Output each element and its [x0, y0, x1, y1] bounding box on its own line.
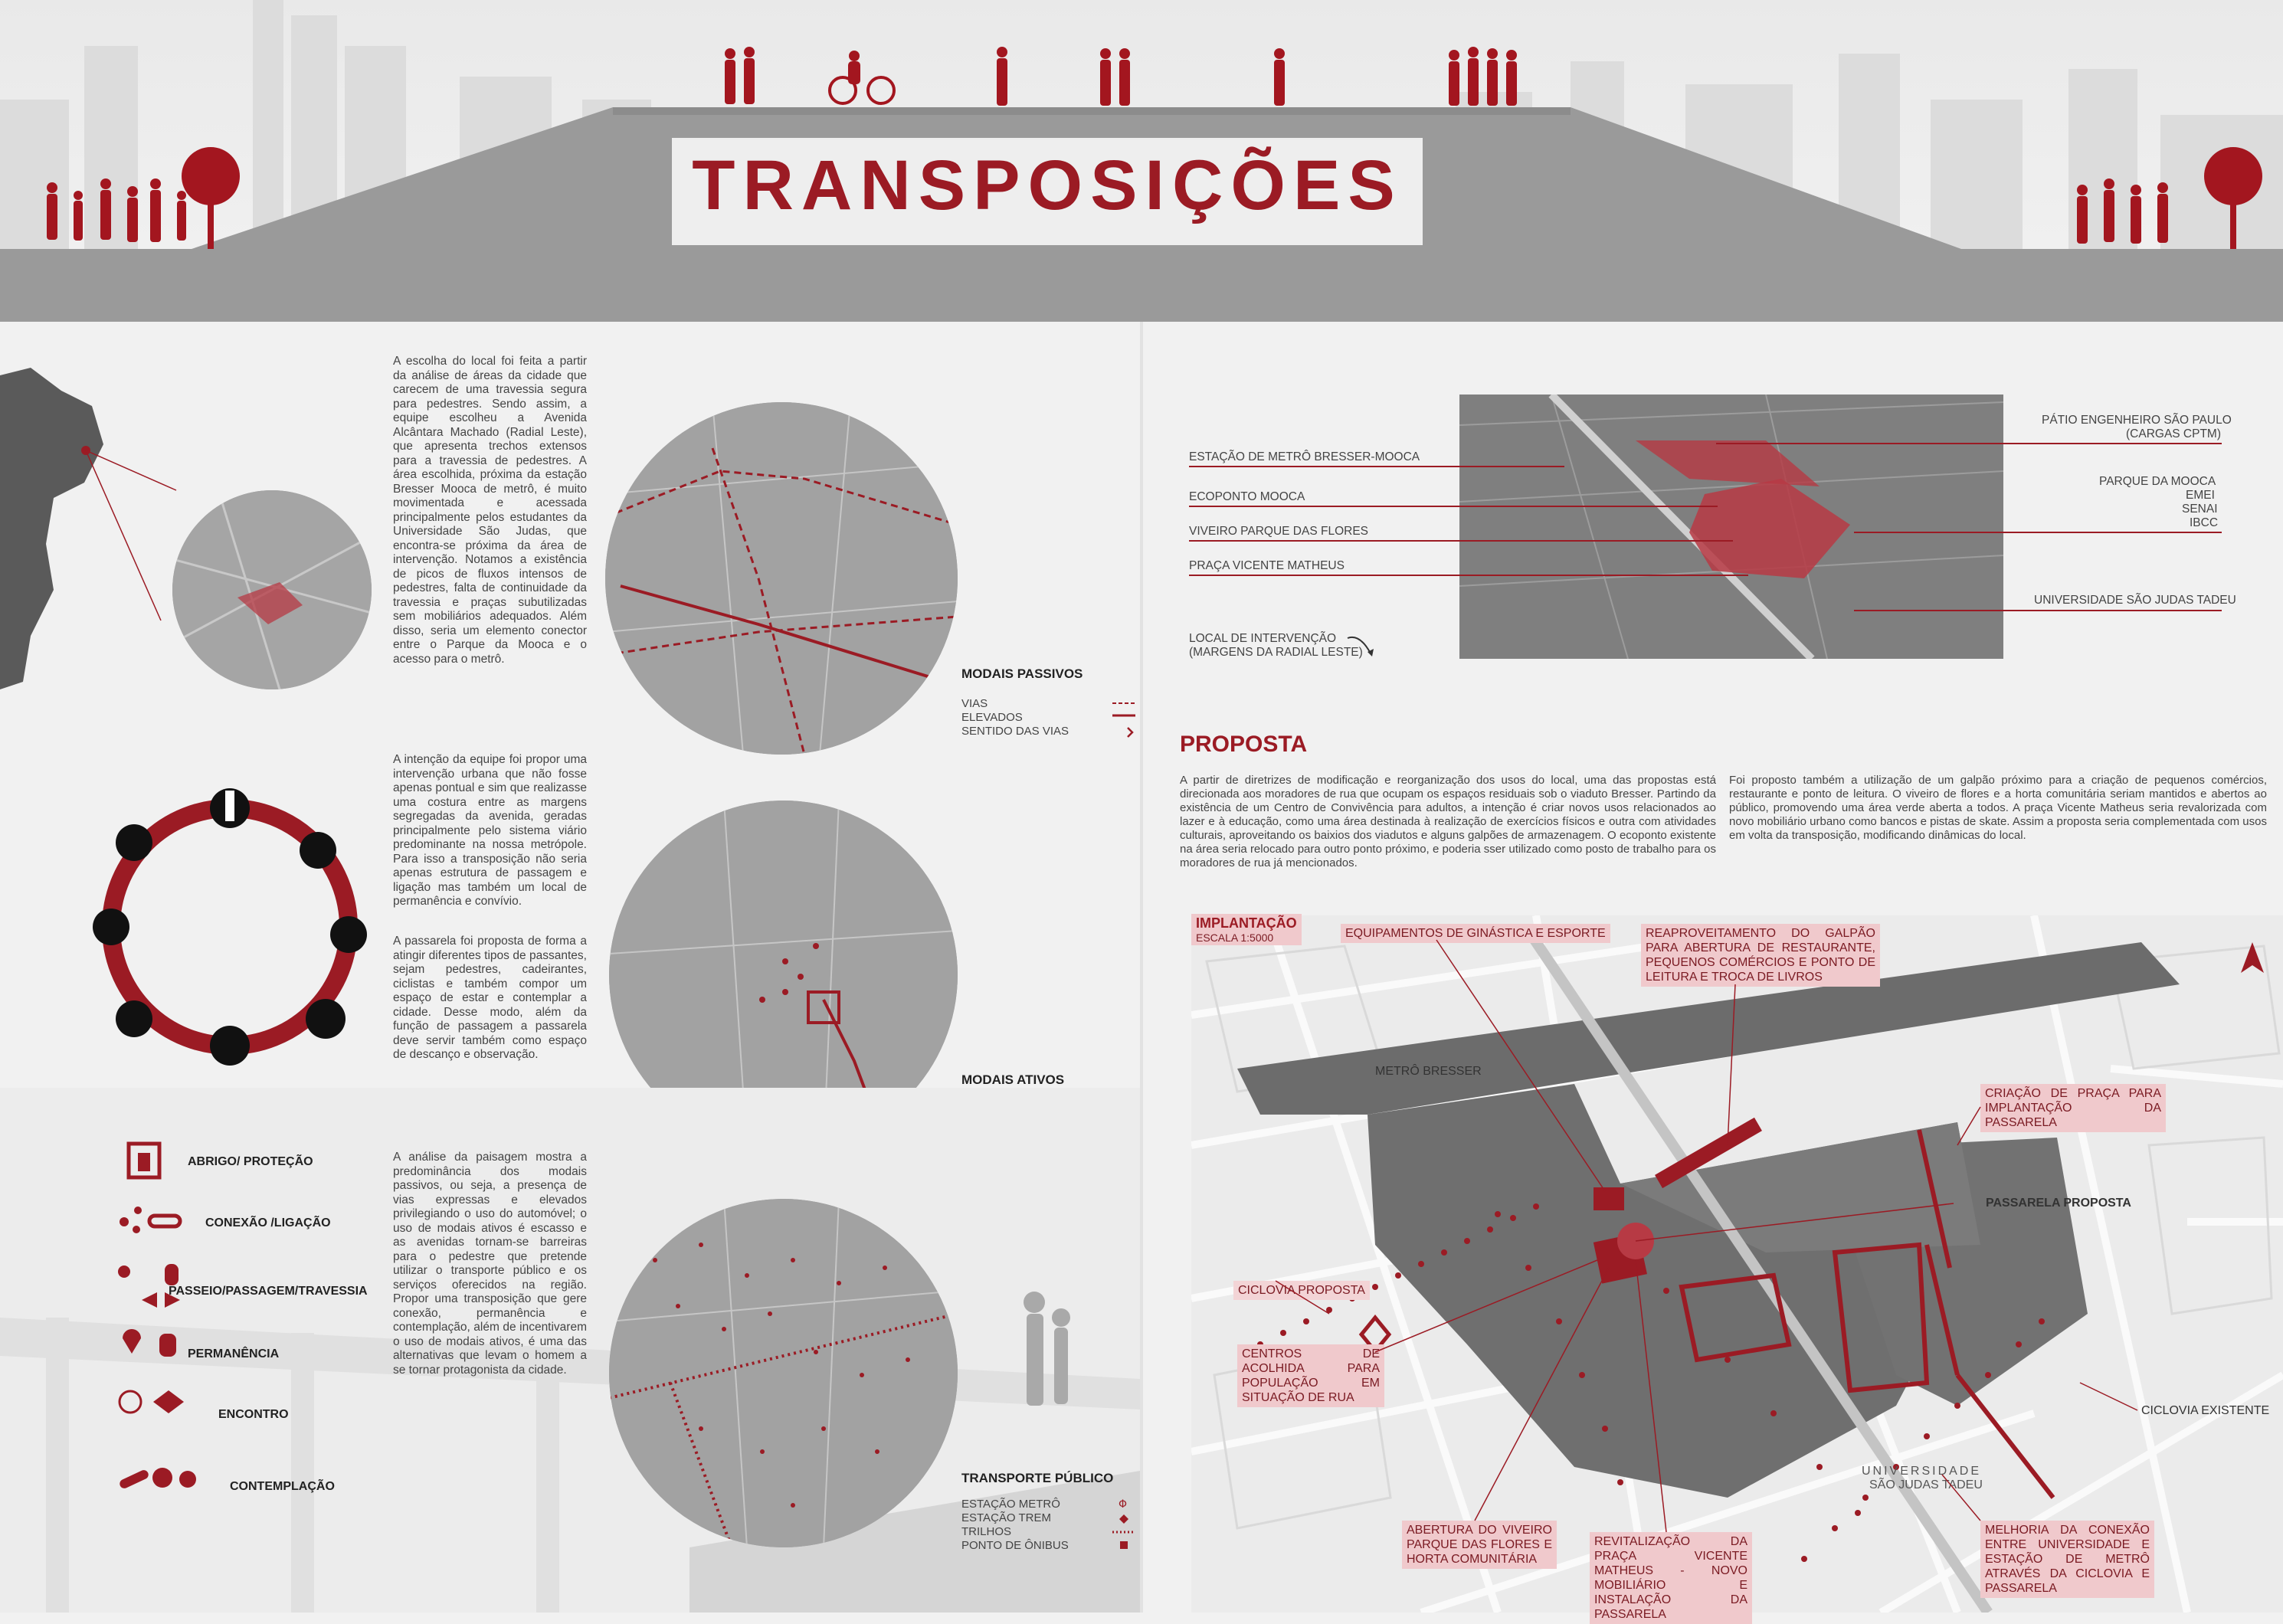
implantacao-scale: ESCALA 1:5000 [1196, 932, 1274, 944]
note-equipamentos: EQUIPAMENTOS DE GINÁSTICA E ESPORTE [1341, 924, 1610, 943]
note-ciclovia-existente: CICLOVIA EXISTENTE [2141, 1404, 2270, 1417]
legend-item: PONTO DE ÔNIBUS [961, 1539, 1069, 1552]
note-praca: CRIAÇÃO DE PRAÇA PARA IMPLANTAÇÃO DA PASSARELA [1980, 1084, 2166, 1132]
legend-item: TRILHOS [961, 1525, 1012, 1538]
text-landscape: A análise da paisagem mostra a predominância dos modais passivos, ou seja, a presença de vias expressas e elevados privilegiando o uso do automóvel; o uso de modais ativos é escasso e as avenidas tornam-se barreiras para o pedestre que pretende utilizar o transporte público e os serviços oferecidos na região. Propor uma transposição que gere conexão, permanência e contemplação, além de incentivarem o uso de modais ativos, é uma das alternativas que levam o homem a se tornar protagonista da cidade. [393, 1151, 587, 1377]
leader-line [1189, 466, 1564, 467]
text-site-choice: A escolha do local foi feita a partir da análise de áreas da cidade que carecem de uma travessia segura para pedestres. Sendo assim, a equipe escolheu a Avenida Alcântara Machado (Radial Leste), que apresenta trechos extensos para a travessia de pedestres. A área escolhida, próxima da estação Bresser Mooca de metrô, é muito movimentada e acessada principalmente pelos estudantes da Universidade São Judas, que encontra-se próxima da área de intervenção. Notamos a existência de picos de fluxos intensos de pedestres, falta de continuidade da travessia e praças subutilizadas sem mobiliários adequados. Além disso, seria um elemento conector entre o Parque da Mooca e o acesso para o metrô. [393, 355, 587, 666]
leader-line [1189, 506, 1718, 507]
legend-modais-passivos-title: MODAIS PASSIVOS [961, 666, 1083, 681]
proposta-title: PROPOSTA [1180, 732, 1308, 757]
map-modais-passivos [605, 402, 958, 755]
site-label-viveiro: VIVEIRO PARQUE DAS FLORES [1189, 525, 1368, 538]
legend-item: VIAS [961, 697, 988, 710]
site-label-praca: PRAÇA VICENTE MATHEUS [1189, 559, 1345, 572]
implantacao-title: IMPLANTAÇÃO [1196, 915, 1297, 931]
leader-line [1189, 575, 1748, 576]
legend-modais-ativos-title: MODAIS ATIVOS [961, 1072, 1065, 1087]
site-label-patio-sub: (CARGAS CPTM) [2126, 427, 2221, 440]
aerial-site-photo [1459, 395, 2003, 659]
label-encontro: ENCONTRO [218, 1408, 289, 1421]
note-centros: CENTROS DE ACOLHIDA PARA POPULAÇÃO EM SITUAÇÃO DE RUA [1237, 1344, 1384, 1407]
leader-line [1189, 540, 1733, 542]
arrows-icon [1345, 632, 1375, 660]
page-divider [1140, 322, 1143, 1613]
label-abrigo: ABRIGO/ PROTEÇÃO [188, 1155, 313, 1168]
legend-transporte-title: TRANSPORTE PÚBLICO [961, 1471, 1114, 1485]
text-passarela: A passarela foi proposta de forma a atingir diferentes tipos de passantes, sejam pedestres, cadeirantes, ciclistas e também compor um espaço de estar e contemplar a cidade. Desse modo, além da função de passagem a passarela deve servir também como espaço de descanço e observação. [393, 935, 587, 1061]
site-label-senai: SENAI [2182, 503, 2218, 516]
legend-item: ELEVADOS [961, 711, 1023, 724]
note-galpao: REAPROVEITAMENTO DO GALPÃO PARA ABERTURA DE RESTAURANTE, PEQUENOS COMÉRCIOS E PONTO DE LEITURA E TROCA DE LIVROS [1641, 924, 1880, 987]
legend-item: ESTAÇÃO TREM [961, 1511, 1051, 1524]
map-transporte-publico [609, 1199, 958, 1547]
note-revitalizacao: REVITALIZAÇÃO DA PRAÇA VICENTE MATHEUS - NOVO MOBILIÁRIO E INSTALAÇÃO DA PASSARELA [1590, 1532, 1752, 1624]
label-passeio: PASSEIO/PASSAGEM/TRAVESSIA [169, 1285, 368, 1298]
proposta-text-left: A partir de diretrizes de modificação e reorganização dos usos do local, uma das propostas está direcionada aos moradores de rua que ocupam os espaços residuais sob o viaduto Bresser. Partindo da existência de um Centro de Convivência para adultos, a intenção é criar novos usos relacionados ao lazer e à educação, como uma área destinada à realização de exercícios físicos e outra com atividades culturais, aproveitando os baixios dos viadutos e alguns galpões de armazenagem. O ecoponto existente na área seria relocado para outro ponto próximo, e poderia sser utilizado como posto de trabalho para os moradores de rua já mencionados. [1180, 774, 1716, 869]
note-melhoria: MELHORIA DA CONEXÃO ENTRE UNIVERSIDADE E ESTAÇÃO DE METRÔ ATRAVÉS DA CICLOVIA E PASSARELA [1980, 1521, 2154, 1598]
legend-symbols-passivos [1111, 697, 1138, 739]
legend-symbols-transporte [1111, 1498, 1138, 1553]
callout-leaders [1191, 915, 2283, 1613]
label-conexao: CONEXÃO /LIGAÇÃO [205, 1216, 331, 1229]
site-label-patio: PÁTIO ENGENHEIRO SÃO PAULO [2042, 414, 2232, 427]
site-label-parque: PARQUE DA MOOCA [2099, 475, 2216, 488]
label-contemplacao: CONTEMPLAÇÃO [230, 1480, 335, 1493]
concept-icons [115, 1138, 199, 1505]
note-universidade: UNIVERSIDADE [1862, 1465, 1982, 1478]
note-ciclovia-proposta: CICLOVIA PROPOSTA [1233, 1281, 1370, 1300]
note-metro: METRÔ BRESSER [1375, 1065, 1482, 1078]
page-title: TRANSPOSIÇÕES [692, 146, 1403, 224]
intervention-sublabel: (MARGENS DA RADIAL LESTE) [1189, 646, 1363, 659]
site-label-ecoponto: ECOPONTO MOOCA [1189, 490, 1305, 503]
proposta-text-right: Foi proposto também a utilização de um galpão próximo para a criação de pequenos comércios, restaurante e ponto de leitura. O viveiro de flores e a horta comunitária seriam mantidos e abertos ao público, promovendo uma área verde aberta a todos. A praça Vicente Matheus seria revalorizada com novo mobiliário urbano como bancos e pistas de skate. Assim a proposta seria complementada com usos em volta da transposição, modificando dinâmicas do local. [1729, 774, 2267, 842]
label-permanencia: PERMANÊNCIA [188, 1347, 280, 1360]
accessibility-ring [88, 766, 372, 1072]
leader-line [1854, 532, 2222, 533]
note-universidade-nome: SÃO JUDAS TADEU [1869, 1478, 1983, 1491]
site-label-emei: EMEI [2186, 489, 2215, 502]
leader-line [1716, 443, 2222, 444]
site-label-metro: ESTAÇÃO DE METRÔ BRESSER-MOOCA [1189, 450, 1420, 463]
site-label-ibcc: IBCC [2190, 516, 2219, 529]
svg-text:Φ: Φ [1119, 1498, 1128, 1511]
intervention-label: LOCAL DE INTERVENÇÃO [1189, 632, 1337, 645]
site-label-universidade: UNIVERSIDADE SÃO JUDAS TADEU [2034, 594, 2236, 607]
leader-line [1854, 610, 2222, 611]
site-zoom-circle [172, 490, 372, 689]
text-intention: A intenção da equipe foi propor uma intervenção urbana que não fosse apenas pontual e sim que realizasse uma costura entre as margens segregadas da avenida, geradas principalmente pelo sistema viário predominante na nossa metrópole. Para isso a transposição não seria apenas estrutura de passagem e ligação mas também um local de permanência e convívio. [393, 753, 587, 908]
legend-item: SENTIDO DAS VIAS [961, 725, 1069, 738]
note-viveiro: ABERTURA DO VIVEIRO PARQUE DAS FLORES E HORTA COMUNITÁRIA [1402, 1521, 1557, 1569]
note-passarela: PASSARELA PROPOSTA [1986, 1197, 2131, 1210]
legend-item: ESTAÇÃO METRÔ [961, 1498, 1060, 1511]
